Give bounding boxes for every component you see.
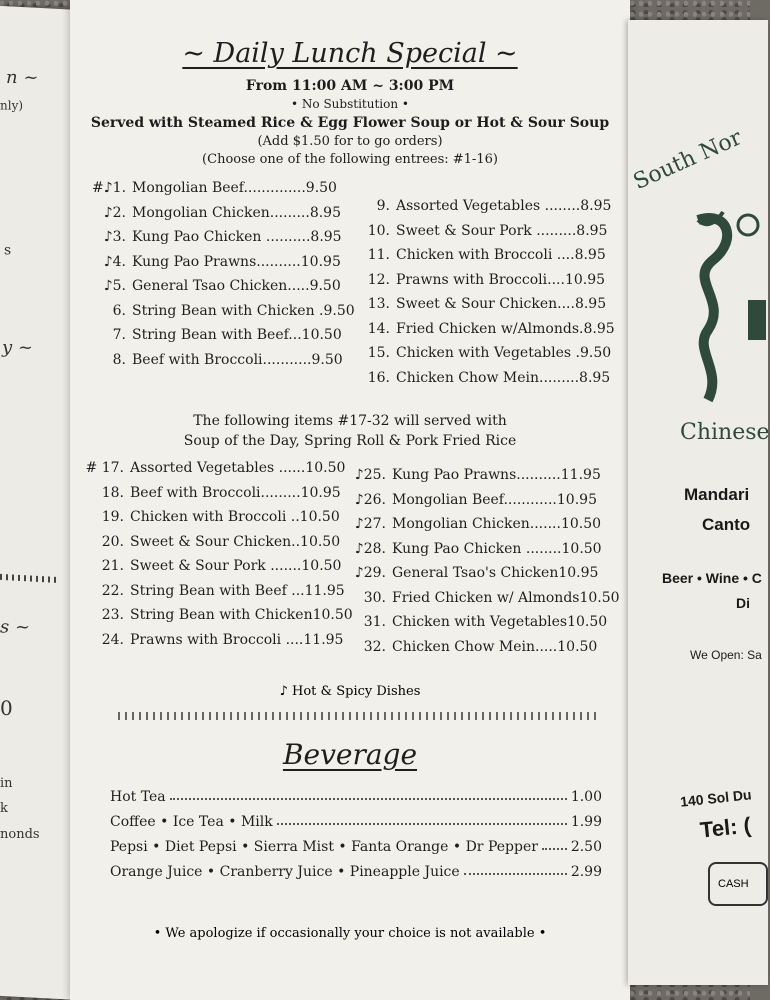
menu-item	[92, 254, 360, 279]
menu-item-number: ♪27.	[354, 516, 386, 532]
menu-item-number: 20.	[101, 533, 124, 550]
chinese-label: Chinese	[680, 420, 770, 445]
menu-item-name: Assorted Vegetables ........	[396, 198, 581, 214]
menu-item-number: 14.	[367, 320, 390, 337]
menu-item	[92, 352, 360, 377]
beverage-name: Orange Juice • Cranberry Juice • Pineapple Juice	[110, 864, 460, 880]
menu-item-number: 6.	[112, 302, 126, 319]
leader-dots	[542, 848, 567, 850]
menu-item-price: 9.50	[305, 180, 337, 196]
menu-item-price: 10.95	[300, 253, 341, 270]
menu-item-name: Beef with Broccoli...........	[132, 351, 312, 368]
menu-item-name: Kung Pao Prawns..........	[392, 467, 561, 483]
hours-label: We Open: Sa	[690, 648, 762, 662]
menu-item-name: String Bean with Beef ...	[130, 582, 305, 599]
left-fragment: k	[0, 801, 8, 817]
beverage-name: Coffee • Ice Tea • Milk	[110, 814, 273, 830]
menu-item-price: 10.50	[579, 589, 620, 606]
menu-item	[82, 534, 354, 559]
menu-item-number: # 17.	[85, 460, 124, 476]
menu-item-number: 18.	[101, 484, 124, 501]
menu-item-name: Mongolian Beef..............	[132, 180, 306, 196]
menu-item-price: 9.50	[323, 302, 355, 319]
restaurant-logo: South Nor	[629, 125, 746, 195]
left-fragment: s ~	[0, 616, 31, 638]
menu-item-number: 23.	[101, 607, 124, 623]
menu-item-number: ♪5.	[103, 278, 126, 294]
menu-item-number: ♪26.	[354, 491, 386, 508]
menu-item-name: String Bean with Chicken	[130, 607, 313, 623]
menu-item-name: Kung Pao Prawns..........	[132, 253, 301, 270]
menu-item-price: 11.95	[560, 467, 601, 483]
menu-item-price: 10.95	[556, 491, 597, 508]
menu-item-number: 8.	[112, 351, 126, 368]
menu-item-number: 15.	[367, 345, 390, 361]
beverage-title: Beverage	[282, 738, 418, 771]
beverage-name: Hot Tea	[110, 789, 166, 805]
menu-item-number: 24.	[101, 631, 124, 648]
menu-item-name: Mongolian Chicken.........	[132, 204, 310, 221]
menu-item-price: 9.50	[579, 345, 612, 361]
beverage-name: Pepsi • Diet Pepsi • Sierra Mist • Fanta Orange • Dr Pepper	[110, 839, 538, 855]
menu-item-price: 10.50	[560, 516, 602, 532]
menu-item	[82, 558, 354, 583]
menu-item	[92, 278, 360, 303]
left-fragment: nonds	[0, 826, 40, 842]
apology-note: • We apologize if occasionally your choice is not available •	[153, 926, 547, 941]
drinks-label: Beer • Wine • C	[662, 570, 762, 586]
address: 140 Sol Du	[679, 786, 753, 810]
menu-item-name: General Tsao Chicken.....	[132, 278, 310, 294]
menu-item-number: #♪1.	[92, 180, 127, 196]
menu-item-number: 11.	[367, 247, 390, 263]
menu-item-name: Chicken with Broccoli ..	[130, 509, 300, 525]
menu-item-name: Sweet & Sour Pork .........	[396, 222, 577, 239]
left-fragment: 0	[0, 696, 13, 721]
menu-item	[352, 541, 602, 566]
menu-item-name: String Bean with Chicken .	[132, 302, 324, 319]
menu-item-price: 10.50	[557, 638, 598, 655]
menu-item-name: Assorted Vegetables ......	[130, 460, 306, 476]
beverage-price: 1.00	[570, 789, 602, 805]
left-fragment: n ~	[6, 67, 39, 89]
section2-intro: The following items #17-32 will served with	[193, 413, 507, 429]
menu-item-price: 10.95	[564, 271, 606, 288]
menu-item-price: 10.50	[567, 614, 608, 630]
menu-item-name: Beef with Broccoli.........	[130, 484, 301, 501]
section2-intro: Soup of the Day, Spring Roll & Pork Fried Rice	[183, 433, 517, 449]
menu-item	[82, 583, 354, 608]
beverage-price: 2.50	[570, 839, 602, 855]
menu-item-price: 8.95	[574, 247, 606, 263]
section2-right-list	[352, 467, 620, 663]
menu-item-name: Mongolian Chicken.......	[392, 516, 561, 532]
menu-item-name: Chicken with Vegetables	[392, 614, 568, 630]
menu-item-price: 10.95	[300, 484, 341, 501]
menu-item-name: Fried Chicken w/ Almonds	[392, 589, 580, 606]
menu-item-price: 11.95	[303, 631, 344, 648]
menu-item-name: Kung Pao Chicken ........	[392, 540, 562, 557]
left-fragment: y ~	[2, 336, 33, 358]
section-divider	[118, 712, 598, 720]
menu-item-name: Prawns with Broccoli ....	[130, 631, 304, 648]
lunch-hours: From 11:00 AM ~ 3:00 PM	[245, 78, 455, 94]
dragon-icon	[668, 200, 768, 410]
menu-item-price: 8.95	[310, 229, 342, 245]
menu-item	[362, 198, 612, 223]
beverage-item	[110, 805, 602, 830]
mandarin-label: Mandari	[684, 485, 750, 504]
menu-item-number: 9.	[376, 198, 390, 214]
menu-item-price: 8.95	[580, 198, 612, 214]
section1-right-list	[362, 198, 615, 394]
menu-item-name: Fried Chicken w/Almonds.	[396, 320, 584, 337]
menu-item-number: ♪29.	[354, 565, 386, 581]
menu-item-number: 10.	[367, 222, 390, 239]
menu-item	[352, 516, 602, 541]
menu-item-number: ♪2.	[103, 204, 126, 221]
beverage-price: 2.99	[570, 864, 602, 880]
menu-item-name: Sweet & Sour Chicken..	[130, 533, 301, 550]
menu-item	[92, 205, 360, 230]
menu-item	[82, 485, 354, 510]
beverage-item	[110, 830, 602, 855]
menu-item-name: Prawns with Broccoli....	[396, 271, 565, 288]
served-with-note: Served with Steamed Rice & Egg Flower Soup or Hot & Sour Soup	[90, 115, 610, 131]
menu-item	[352, 614, 608, 639]
menu-item	[92, 229, 360, 254]
leader-dots	[170, 798, 567, 800]
menu-item-name: Chicken Chow Mein.....	[392, 638, 558, 655]
menu-item-price: 8.95	[574, 296, 607, 312]
menu-item-name: Kung Pao Chicken ..........	[132, 229, 311, 245]
menu-item	[82, 607, 354, 632]
beverage-price: 1.99	[570, 814, 602, 830]
menu-item	[362, 369, 611, 395]
menu-item-number: 32.	[363, 638, 386, 655]
menu-item-price: 11.95	[304, 582, 345, 599]
left-fragment: in	[0, 776, 13, 792]
section1-left-list	[92, 180, 360, 376]
menu-item	[82, 632, 354, 657]
menu-item-price: 8.95	[579, 369, 611, 386]
menu-item	[362, 271, 606, 297]
menu-item-name: Sweet & Sour Pork .......	[130, 558, 302, 574]
menu-item-number: 7.	[112, 327, 126, 343]
dine-label: Di	[736, 595, 750, 611]
menu-item	[92, 303, 360, 328]
menu-item-price: 8.95	[583, 320, 615, 337]
menu-item-number: 30.	[363, 589, 386, 606]
left-fragment: s	[4, 242, 12, 259]
phone: Tel: (	[698, 812, 753, 843]
menu-item-number: ♪28.	[354, 540, 386, 557]
menu-item-price: 10.50	[305, 460, 346, 476]
menu-item	[362, 222, 608, 248]
menu-item-price: 10.50	[299, 509, 340, 525]
menu-item-price: 10.50	[312, 607, 353, 623]
menu-item	[362, 320, 615, 346]
menu-item-number: ♪4.	[103, 253, 126, 270]
menu-item	[362, 247, 606, 272]
right-menu-panel	[628, 20, 768, 985]
section2-left-list	[82, 460, 354, 656]
menu-item	[92, 327, 360, 352]
menu-item	[362, 345, 612, 370]
hot-spicy-legend: ♪ Hot & Spicy Dishes	[279, 684, 421, 699]
menu-item-price: 10.50	[300, 533, 341, 550]
menu-item-number: ♪3.	[103, 229, 126, 245]
menu-item-number: 31.	[363, 614, 386, 630]
beverage-item	[110, 780, 602, 805]
cash-badge: CASH	[708, 862, 768, 906]
menu-item-name: String Bean with Beef...	[132, 327, 302, 343]
choose-note: (Choose one of the following entrees: #1-16)	[202, 152, 498, 167]
menu-item-name: Chicken with Broccoli ....	[396, 247, 575, 263]
menu-title: ~ Daily Lunch Special ~	[182, 38, 518, 69]
menu-item-number: ♪25.	[354, 467, 386, 483]
menu-item-name: Chicken Chow Mein.........	[396, 369, 580, 386]
menu-item-number: 13.	[367, 296, 390, 312]
menu-item-price: 10.50	[561, 540, 602, 557]
menu-item	[92, 180, 360, 205]
leader-dots	[277, 823, 567, 825]
menu-item-price: 9.50	[311, 351, 343, 368]
beverage-list	[110, 780, 602, 880]
menu-item	[352, 467, 602, 492]
menu-item-price: 8.95	[576, 222, 608, 239]
menu-item-name: Chicken with Vegetables .	[396, 345, 580, 361]
menu-item-number: 12.	[367, 271, 390, 288]
menu-item-price: 10.95	[558, 565, 599, 581]
to-go-note: (Add $1.50 for to go orders)	[257, 134, 443, 149]
menu-item	[362, 296, 607, 321]
menu-item-price: 9.50	[309, 278, 341, 294]
menu-item-number: 21.	[101, 558, 124, 574]
menu-item	[352, 565, 602, 590]
menu-item	[352, 492, 602, 517]
menu-item-name: Mongolian Beef............	[392, 491, 557, 508]
lunch-menu-sheet	[70, 0, 630, 1000]
menu-item	[352, 589, 620, 615]
menu-item-name: Sweet & Sour Chicken....	[396, 296, 575, 312]
menu-item-price: 10.50	[301, 558, 342, 574]
left-fragment: nly)	[0, 98, 24, 113]
no-substitution-note: • No Substitution •	[291, 97, 409, 111]
menu-item	[82, 509, 354, 534]
menu-item-number: 19.	[101, 509, 124, 525]
cantonese-label: Canto	[702, 515, 751, 534]
menu-item-price: 8.95	[309, 204, 341, 221]
menu-item-number: 22.	[101, 582, 124, 599]
left-divider	[0, 574, 56, 583]
menu-item	[352, 639, 602, 664]
menu-item-name: General Tsao's Chicken	[392, 565, 559, 581]
menu-item-price: 10.50	[301, 327, 342, 343]
menu-item	[82, 460, 354, 485]
menu-item-number: 16.	[367, 369, 390, 386]
leader-dots	[464, 873, 567, 875]
beverage-item	[110, 855, 602, 880]
